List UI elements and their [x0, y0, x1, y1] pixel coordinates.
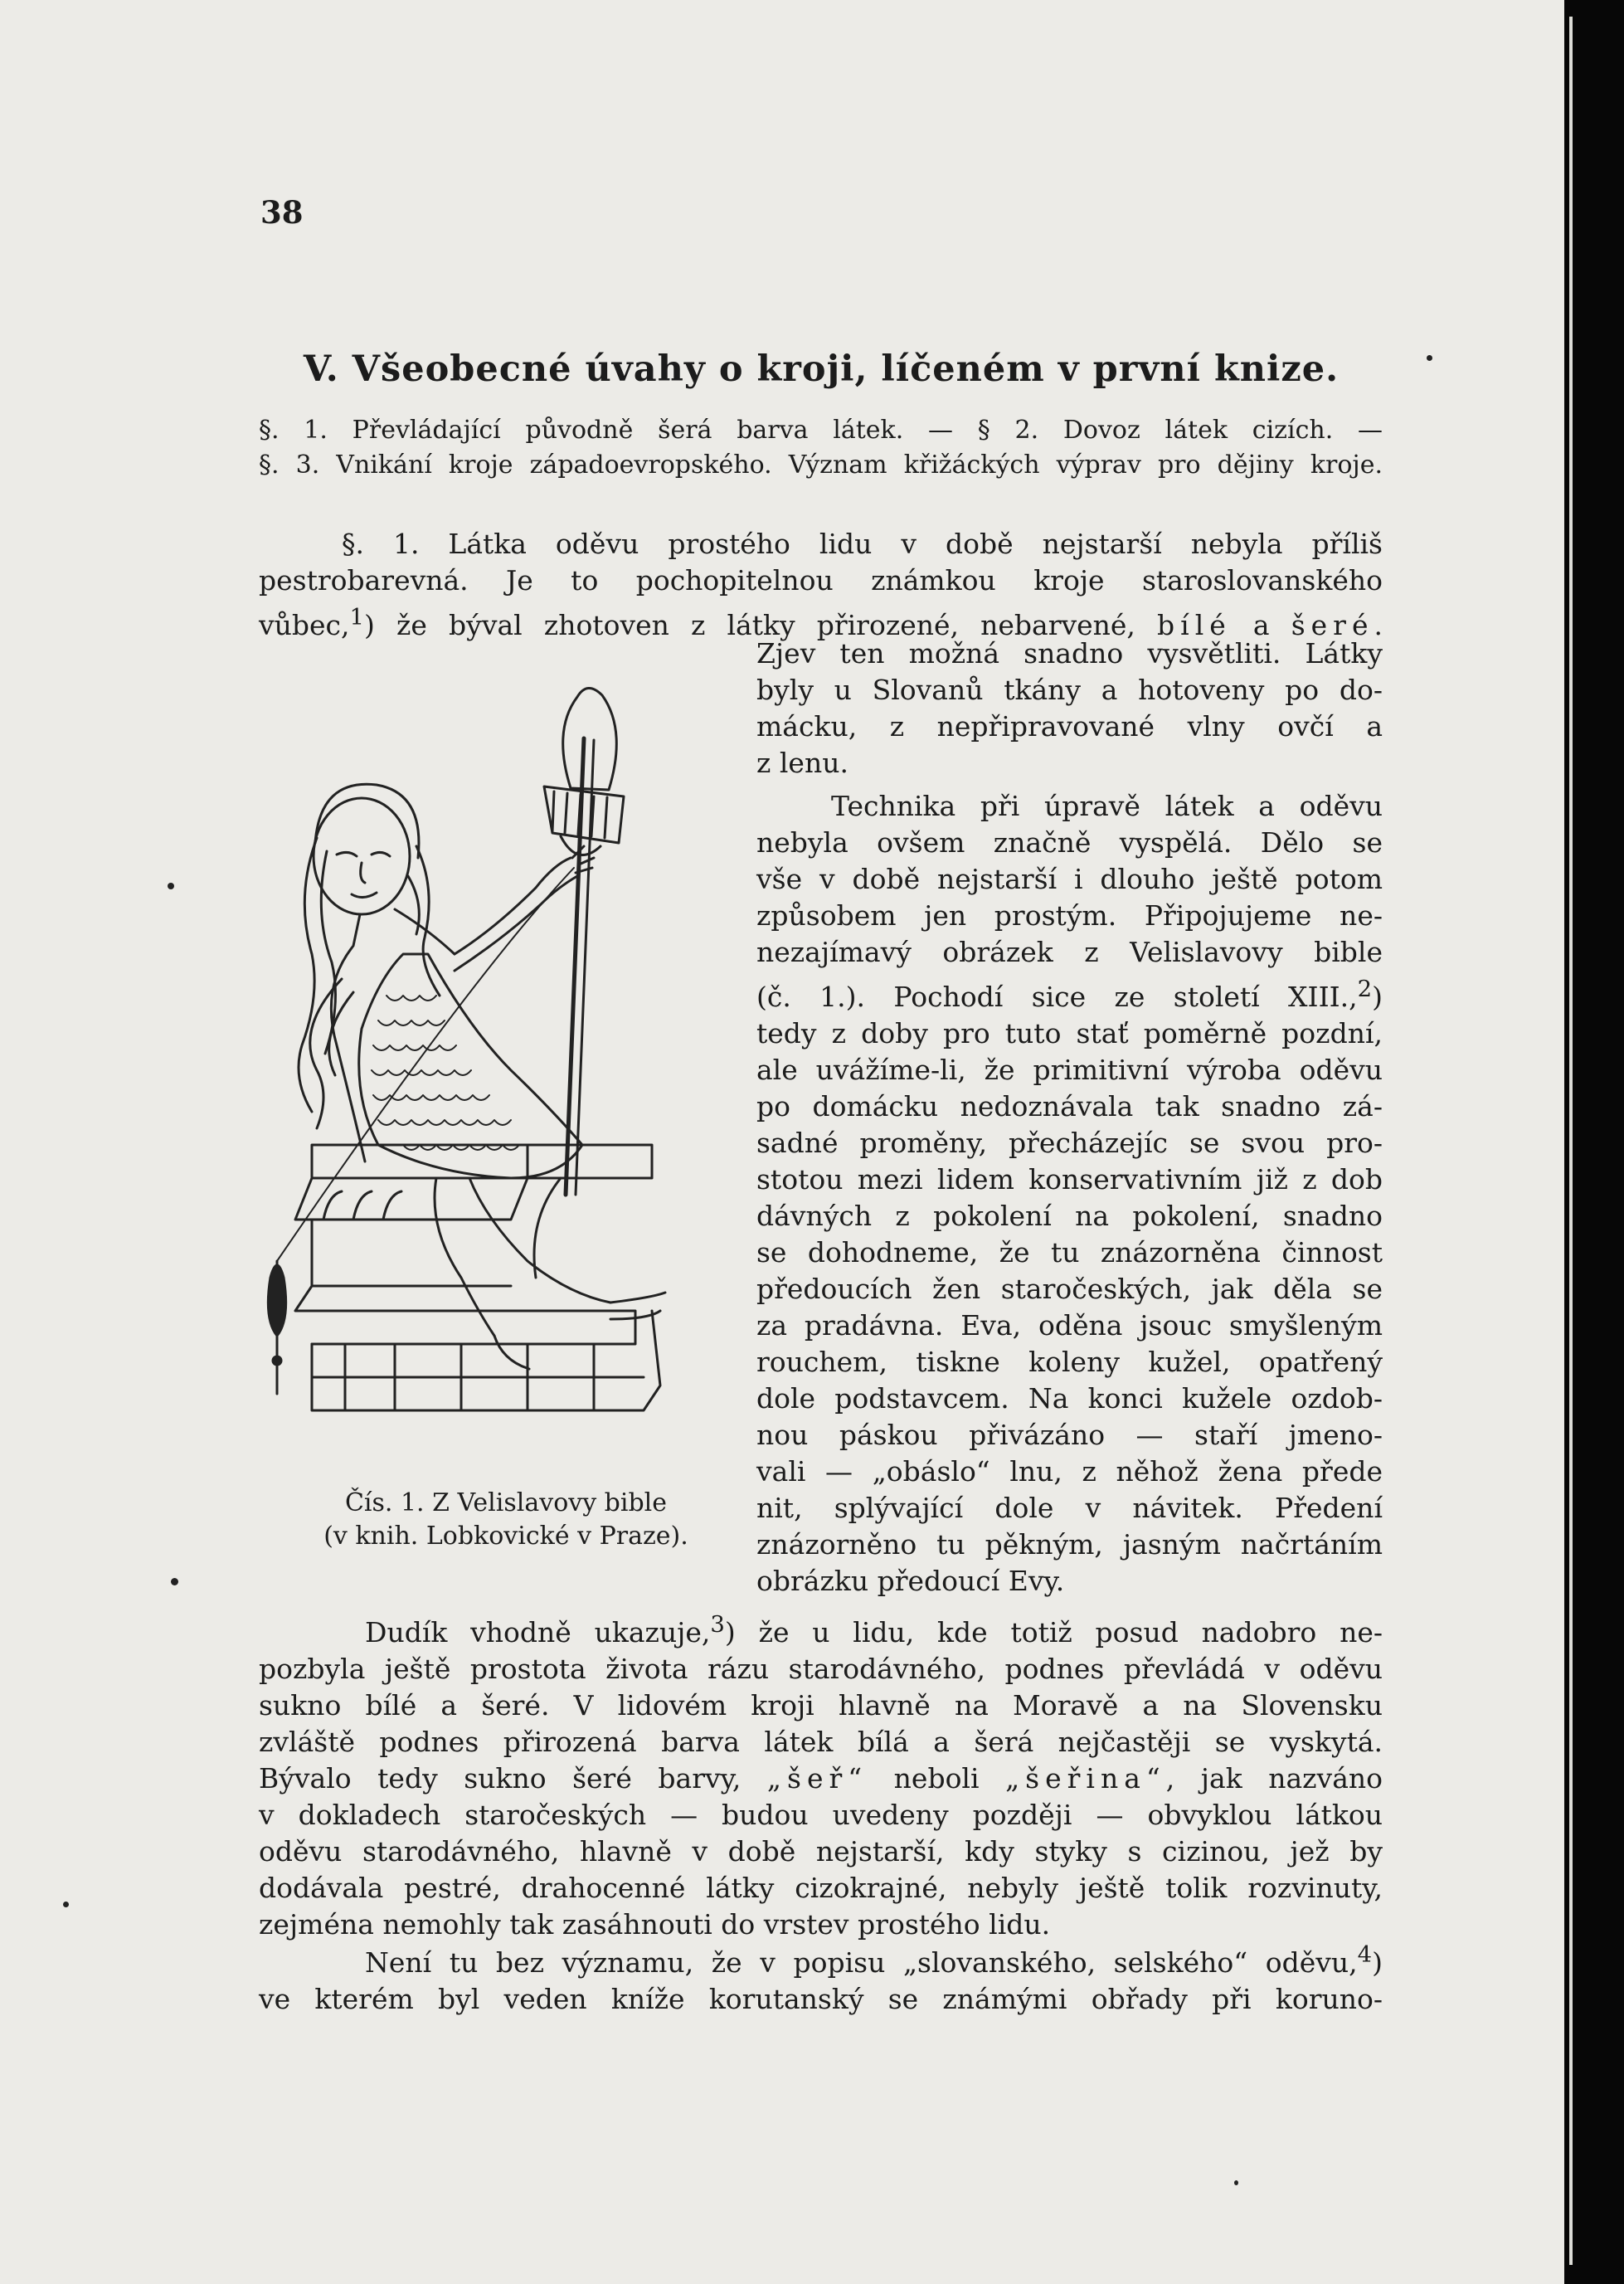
- text-line: zvláště podnes přirozená barva látek bílá a šerá nejčastěji se vyskytá.: [259, 1726, 1383, 1758]
- figure-caption: [299, 1487, 713, 1553]
- paragraph-3: [259, 1606, 1383, 1943]
- text-line: ale uvážíme-li, že primitivní výroba oděvu: [756, 1054, 1383, 1086]
- text-line: mácku, z nepřipravované vlny ovčí a: [756, 710, 1383, 743]
- caption-line: Čís. 1. Z Velislavovy bible: [344, 1488, 668, 1517]
- chapter-summary: [259, 413, 1383, 483]
- text-line: Bývalo tedy sukno šeré barvy, „šeř“ neboli „šeřina“, jak nazváno: [259, 1762, 1383, 1795]
- text-line: v dokladech staročeských — budou uvedeny později — obvyklou látkou: [259, 1799, 1383, 1831]
- spaced-emphasis: šeré: [1291, 609, 1374, 641]
- text-line: sukno bílé a šeré. V lidovém kroji hlavně na Moravě a na Slovensku: [259, 1689, 1383, 1722]
- text-line: sadné proměny, přecházejíc se svou pro-: [756, 1127, 1383, 1159]
- text-line: nezajímavý obrázek z Velislavovy bible: [756, 936, 1383, 968]
- scan-speck: [1427, 355, 1432, 361]
- text-line: způsobem jen prostým. Připojujeme ne-: [756, 899, 1383, 932]
- footnote-ref: 2: [1357, 976, 1373, 1002]
- page-number: 38: [260, 194, 304, 231]
- scan-border: [1564, 0, 1624, 2284]
- text-line: tedy z doby pro tuto stať poměrně pozdní,: [756, 1017, 1383, 1049]
- text-line: nebyla ovšem značně vyspělá. Dělo se: [756, 826, 1383, 859]
- spaced-emphasis: bílé: [1157, 609, 1232, 641]
- text-line: Není tu bez významu, že v popisu „slovanského, selského“ oděvu,$^4$): [365, 1941, 1383, 1979]
- chapter-title: V. Všeobecné úvahy o kroji, líčeném v první knize.: [303, 348, 1340, 390]
- spaced-emphasis: „šeřina“: [1005, 1762, 1166, 1795]
- paragraph-4: [259, 1936, 1383, 2018]
- text-line: předoucích žen staročeských, jak děla se: [756, 1273, 1383, 1305]
- text-line: obrázku předoucí Evy.: [756, 1565, 1065, 1597]
- text-line: vůbec,$^1$) že býval zhotoven z látky přirozené, nebarvené, bílé a šeré.: [259, 604, 1383, 641]
- text-line: vše v době nejstarší i dlouho ještě potom: [756, 863, 1383, 895]
- scan-speck: [171, 1578, 178, 1585]
- text-line: ve kterém byl veden kníže korutanský se známými obřady při koruno-: [259, 1983, 1383, 2015]
- scan-speck: [63, 1902, 69, 1907]
- footnote-ref: 3: [710, 1611, 725, 1638]
- text-line: rouchem, tiskne koleny kužel, opatřený: [756, 1346, 1383, 1378]
- scan-speck: [1234, 2180, 1238, 2185]
- text-line: Technika při úpravě látek a oděvu: [831, 790, 1383, 822]
- text-line: nou páskou přivázáno — staří jmeno-: [756, 1419, 1383, 1451]
- paragraph-1-continued: [756, 636, 1383, 782]
- footnote-ref: 4: [1357, 1941, 1373, 1968]
- text-line: zejména nemohly tak zasáhnouti do vrstev prostého lidu.: [259, 1908, 1051, 1941]
- text-line: nit, splývající dole v návitek. Předení: [756, 1492, 1383, 1524]
- text-line: po domácku nedoznávala tak snadno zá-: [756, 1090, 1383, 1123]
- text-line: dávných z pokolení na pokolení, snadno: [756, 1200, 1383, 1232]
- text-line: §. 1. Látka oděvu prostého lidu v době nejstarší nebyla příliš: [342, 528, 1383, 560]
- footnote-ref: 1: [349, 604, 365, 631]
- text-line: za pradávna. Eva, oděna jsouc smyšleným: [756, 1309, 1383, 1342]
- text-line: byly u Slovanů tkány a hotoveny po do-: [756, 674, 1383, 706]
- spaced-emphasis: „šeř“: [766, 1762, 868, 1795]
- summary-line: §. 1. Převládající původně šerá barva látek. — § 2. Dovoz látek cizích. —: [259, 416, 1383, 445]
- text-line: stotou mezi lidem konservativním již z dob: [756, 1163, 1383, 1196]
- summary-line: §. 3. Vnikání kroje západoevropského. Význam křižáckých výprav pro dějiny kroje.: [259, 450, 1383, 480]
- spinning-woman-illustration: [262, 680, 727, 1460]
- paragraph-2: [756, 788, 1383, 1600]
- text-line: Dudík vhodně ukazuje,$^3$) že u lidu, kde totiž posud nadobro ne-: [365, 1611, 1383, 1648]
- paragraph-1: [259, 526, 1383, 644]
- text-line: dodávala pestré, drahocenné látky cizokrajné, nebyly ještě tolik rozvinuty,: [259, 1872, 1383, 1904]
- text-line: Zjev ten možná snadno vysvětliti. Látky: [756, 637, 1383, 670]
- text-line: oděvu starodávného, hlavně v době nejstarší, kdy styky s cizinou, jež by: [259, 1835, 1383, 1868]
- text-line: (č. 1.). Pochodí sice ze století XIII.,$^2$): [756, 976, 1383, 1013]
- text-line: se dohodneme, že tu znázorněna činnost: [756, 1236, 1383, 1269]
- text-line: znázorněno tu pěkným, jasným načrtáním: [756, 1528, 1383, 1561]
- caption-line: (v knih. Lobkovické v Praze).: [323, 1522, 688, 1551]
- text-line: vali — „obáslo“ lnu, z něhož žena přede: [756, 1455, 1383, 1488]
- text-line: pestrobarevná. Je to pochopitelnou známkou kroje staroslovanského: [259, 564, 1383, 597]
- text-line: z lenu.: [756, 747, 848, 779]
- text-line: dole podstavcem. Na konci kužele ozdob-: [756, 1382, 1383, 1415]
- text-line: pozbyla ještě prostota života rázu starodávného, podnes převládá v oděvu: [259, 1653, 1383, 1685]
- scan-speck: [168, 883, 174, 889]
